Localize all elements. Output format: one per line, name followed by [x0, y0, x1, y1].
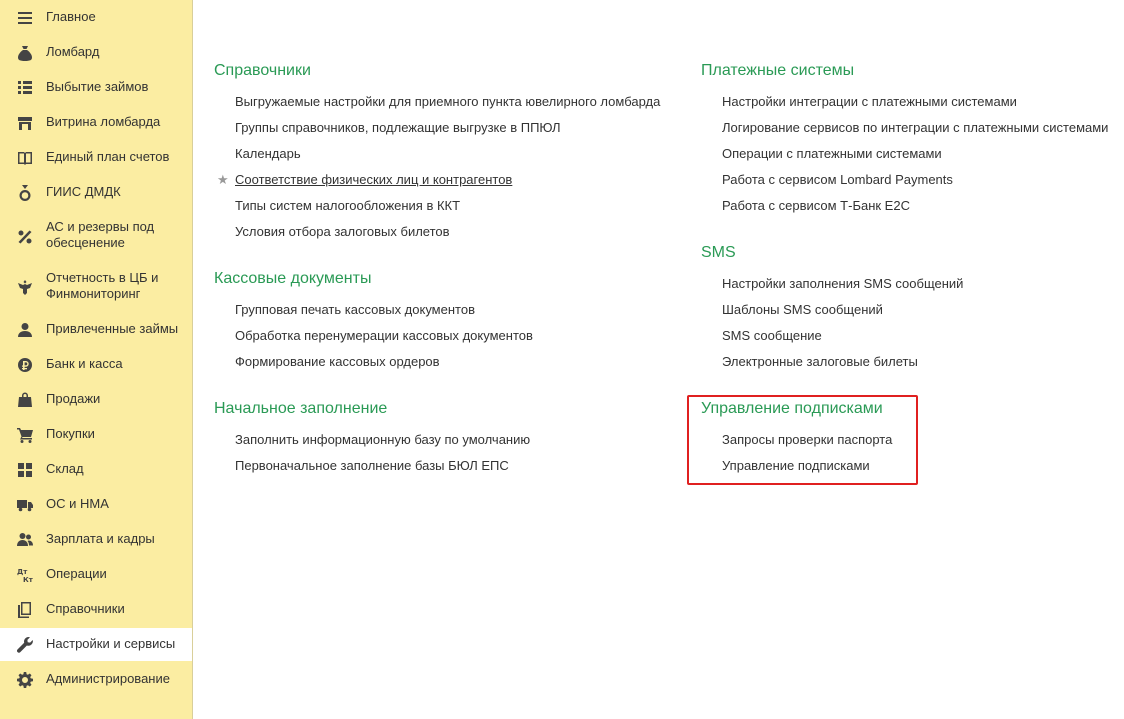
section-title-payment-systems: Платежные системы	[701, 62, 855, 79]
sidebar-item-chart-of-accounts[interactable]	[0, 149, 192, 167]
sidebar-item-label: ГИИС ДМДК	[46, 184, 121, 199]
sidebar-item-label: Зарплата и кадры	[46, 531, 155, 546]
link-sms-fill-settings[interactable]: Настройки заполнения SMS сообщений	[722, 276, 964, 291]
link-payment-services-logging[interactable]: Логирование сервисов по интеграции с платежными системами	[722, 120, 1109, 135]
sidebar-item-label: ОС и НМА	[46, 496, 109, 511]
sidebar-item-label: Отчетность в ЦБ и Финмониторинг	[46, 270, 159, 301]
link-fill-default-db[interactable]: Заполнить информационную базу по умолчанию	[235, 432, 531, 447]
warehouse-grid-icon	[16, 461, 33, 478]
sidebar-item-sales[interactable]	[0, 391, 192, 409]
sidebar-item-references[interactable]	[0, 601, 192, 619]
star-icon[interactable]: ★	[217, 172, 229, 187]
link-form-cash-orders[interactable]: Формирование кассовых ордеров	[235, 354, 440, 369]
section-title-initial-fill: Начальное заполнение	[214, 400, 388, 417]
sidebar-item-label: Банк и касса	[46, 356, 123, 371]
link-sms-message[interactable]: SMS сообщение	[722, 328, 822, 343]
svg-text:Кт: Кт	[22, 575, 33, 583]
sidebar-item-warehouse[interactable]	[0, 461, 192, 479]
sidebar-item-label: Выбытие займов	[46, 79, 149, 94]
link-payment-integration-settings[interactable]: Настройки интеграции с платежными системами	[722, 94, 1017, 109]
gear-icon	[16, 671, 33, 688]
link-individuals-counterparties-mapping[interactable]: Соответствие физических лиц и контрагентов	[235, 172, 513, 187]
sidebar-item-label: Операции	[46, 566, 107, 581]
debit-credit-icon	[16, 566, 33, 583]
sidebar-item-fixed-assets[interactable]	[0, 496, 192, 514]
sidebar	[0, 0, 193, 719]
link-subscription-management[interactable]: Управление подписками	[722, 458, 870, 473]
percent-icon	[16, 228, 33, 245]
shopping-bag-icon	[16, 391, 33, 408]
section-title-subscriptions: Управление подписками	[701, 400, 883, 417]
sidebar-item-label: Ломбард	[46, 44, 100, 59]
sidebar-item-operations[interactable]	[0, 566, 192, 584]
menu-icon	[16, 9, 33, 26]
sidebar-item-label: Продажи	[46, 391, 101, 406]
sidebar-item-label: Склад	[46, 461, 84, 476]
sidebar-item-showcase[interactable]	[0, 114, 192, 132]
sidebar-item-giis[interactable]	[0, 184, 192, 202]
grid-list-icon	[16, 79, 33, 96]
sidebar-item-label: Администрирование	[46, 671, 170, 686]
sidebar-item-label: Настройки и сервисы	[46, 636, 176, 651]
ring-icon	[16, 184, 33, 201]
sidebar-item-label: Главное	[46, 9, 96, 24]
link-payment-operations[interactable]: Операции с платежными системами	[722, 146, 942, 161]
sidebar-item-label: АС и резервы под обесценение	[46, 219, 155, 250]
sidebar-item-lombard[interactable]	[0, 44, 192, 62]
documents-icon	[16, 601, 33, 618]
link-sms-templates[interactable]: Шаблоны SMS сообщений	[722, 302, 883, 317]
link-pledge-ticket-selection[interactable]: Условия отбора залоговых билетов	[235, 224, 450, 239]
storefront-icon	[16, 114, 33, 131]
wrench-icon	[16, 636, 33, 653]
sidebar-item-administration[interactable]	[0, 671, 192, 689]
sidebar-item-main[interactable]	[0, 9, 192, 27]
sidebar-item-payroll[interactable]	[0, 531, 192, 549]
link-initial-fill-bul-eps[interactable]: Первоначальное заполнение базы БЮЛ ЕПС	[235, 458, 509, 473]
person-icon	[16, 321, 33, 338]
section-title-cash-documents: Кассовые документы	[214, 270, 372, 287]
sidebar-item-borrowed-loans[interactable]	[0, 321, 192, 339]
link-jewelry-pawnshop-settings[interactable]: Выгружаемые настройки для приемного пункта ювелирного ломбарда	[235, 94, 661, 109]
section-title-sms: SMS	[701, 244, 736, 261]
cart-icon	[16, 426, 33, 443]
ruble-coin-icon	[16, 356, 33, 373]
sidebar-item-purchases[interactable]	[0, 426, 192, 444]
link-renumber-cash-docs[interactable]: Обработка перенумерации кассовых документов	[235, 328, 533, 343]
link-passport-check-requests[interactable]: Запросы проверки паспорта	[722, 432, 893, 447]
link-tax-system-types[interactable]: Типы систем налогообложения в ККТ	[235, 198, 461, 213]
sidebar-item-label: Покупки	[46, 426, 95, 441]
money-bag-icon	[16, 44, 33, 61]
sidebar-item-label: Привлеченные займы	[46, 321, 179, 336]
sidebar-item-reserves[interactable]	[0, 219, 192, 255]
sidebar-item-loan-disposal[interactable]	[0, 79, 192, 97]
link-lombard-payments[interactable]: Работа с сервисом Lombard Payments	[722, 172, 953, 187]
link-reference-groups-export[interactable]: Группы справочников, подлежащие выгрузке в ППЮЛ	[235, 120, 561, 135]
sidebar-item-reporting[interactable]	[0, 270, 192, 306]
people-icon	[16, 531, 33, 548]
section-title-references: Справочники	[214, 62, 311, 79]
link-calendar[interactable]: Календарь	[235, 146, 301, 161]
svg-text:Дт: Дт	[16, 567, 27, 576]
link-tbank-e2c[interactable]: Работа с сервисом Т-Банк E2C	[722, 198, 910, 213]
sidebar-item-label: Витрина ломбарда	[46, 114, 161, 129]
link-group-print-cash-docs[interactable]: Групповая печать кассовых документов	[235, 302, 475, 317]
link-electronic-pledge-tickets[interactable]: Электронные залоговые билеты	[722, 354, 918, 369]
book-icon	[16, 149, 33, 166]
main-content	[193, 0, 1124, 719]
sidebar-item-bank-cash[interactable]	[0, 356, 192, 374]
sidebar-item-label: Справочники	[46, 601, 125, 616]
truck-icon	[16, 496, 33, 513]
sidebar-item-label: Единый план счетов	[46, 149, 170, 164]
eagle-emblem-icon	[16, 278, 33, 295]
sidebar-item-settings-services[interactable]	[0, 628, 192, 661]
